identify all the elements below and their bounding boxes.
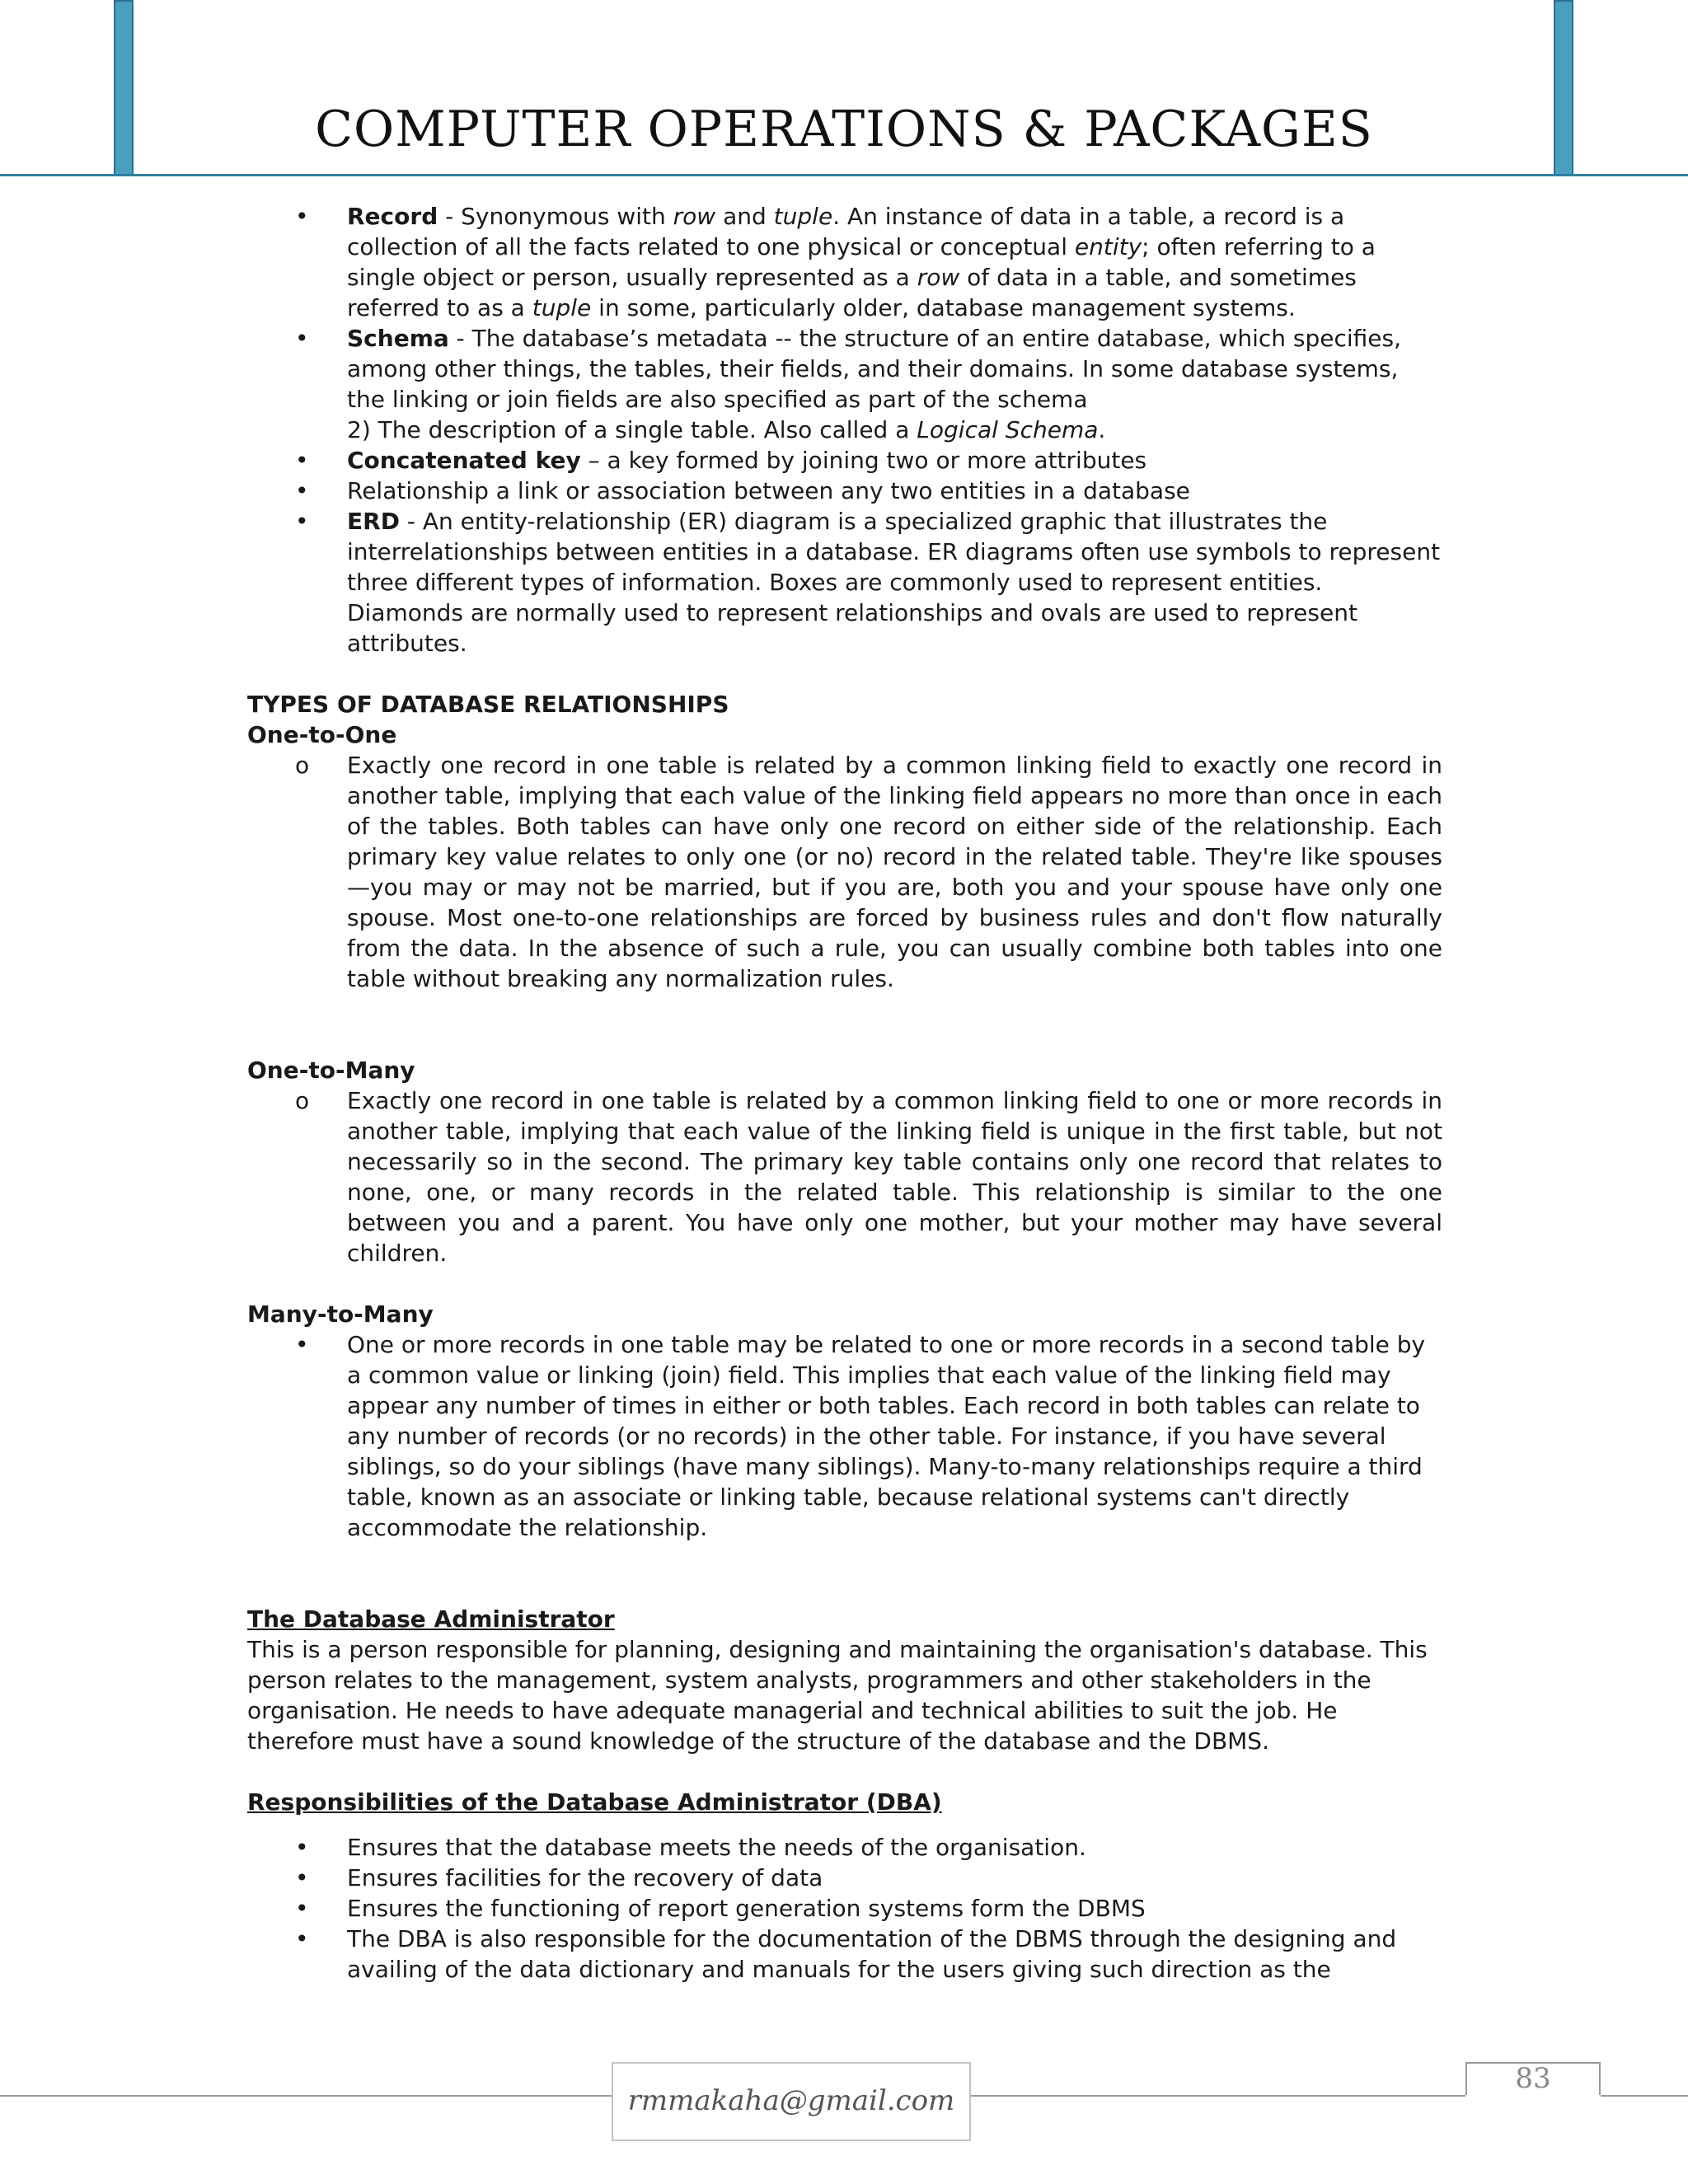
many-to-many-text: One or more records in one table may be related to one or more records in a second table by a common value or linking (join) field. This implies that each value of the linking field may appear any number of times in either or both tables. Each record in both tables can relate to any number of records (or no records) in the other table. For instance, if you have several siblings, so do your siblings (have many siblings). Many-to-many relationships require a third table, known as an associate or linking table, because relational systems can't directly accommodate the relationship.	[347, 1331, 1426, 1541]
definition-term: Concatenated key	[347, 447, 581, 474]
one-to-one-heading: One-to-One	[247, 721, 397, 748]
footer-email: rmmakaha@gmail.com	[612, 2062, 971, 2141]
definition-item: • Relationship a link or association between any two entities in a database	[295, 477, 1190, 504]
one-to-one-list	[247, 750, 1442, 994]
page-header-title: COMPUTER OPERATIONS & PACKAGES	[315, 101, 1373, 158]
responsibility-item	[247, 1893, 1442, 1924]
bullet-icon: •	[295, 447, 309, 474]
many-to-many-list	[247, 1329, 1442, 1543]
footer-rule	[1601, 2095, 1688, 2097]
one-to-many-heading: One-to-Many	[247, 1057, 415, 1084]
definition-item: • Record - Synonymous with row and tuple. An instance of data in a table, a record is a collection of all the facts related to one physical or conceptual entity; often referring to a single object or person, usually represented as a row of data in a table, and sometimes referred to as a tuple in some, particularly older, database management systems.	[295, 203, 1376, 321]
footer-rule	[971, 2095, 1465, 2097]
bullet-icon: •	[295, 477, 309, 504]
list-marker: •	[295, 1331, 309, 1358]
definition-term: ERD	[347, 508, 400, 535]
one-to-many-text: Exactly one record in one table is related by a common linking field to one or more records in another table, implying that each value of the linking field is unique in the first table, but not necessarily so in the second. The primary key table contains only one record that relates to none, one, or many records in the related table. This relationship is similar to the one between you and a parent. You have only one mother, but your mother may have several children.	[347, 1087, 1442, 1267]
footer-rule	[0, 2095, 612, 2097]
responsibility-text: The DBA is also responsible for the documentation of the DBMS through the designing and availing of the data dictionary and manuals for the users giving such direction as the	[347, 1925, 1397, 1983]
one-to-many-list	[247, 1085, 1442, 1268]
definition-item: • Concatenated key – a key formed by joining two or more attributes	[295, 447, 1147, 474]
page-content	[247, 201, 1442, 1985]
list-item	[247, 1329, 1442, 1543]
responsibility-text: Ensures facilities for the recovery of data	[347, 1864, 823, 1891]
many-to-many-heading: Many-to-Many	[247, 1301, 434, 1328]
bullet-icon: •	[295, 325, 309, 352]
list-item	[247, 750, 1442, 994]
header-rule	[0, 174, 1688, 176]
bullet-icon: •	[295, 1834, 309, 1861]
dba-text: This is a person responsible for planning, designing and maintaining the organisation's database. This person relates to the management, system analysts, programmers and other stakeholders in the organisation. He needs to have adequate managerial and technical abilities to suit the job. He therefore must have a sound knowledge of the structure of the database and the DBMS.	[247, 1636, 1428, 1755]
definition-term: Record	[347, 203, 438, 230]
responsibilities-heading: Responsibilities of the Database Administrator (DBA)	[247, 1788, 942, 1816]
list-marker: o	[295, 1087, 310, 1114]
page-number: 83	[1465, 2062, 1601, 2095]
bullet-icon: •	[295, 1925, 309, 1952]
one-to-one-text: Exactly one record in one table is related by a common linking field to exactly one record in another table, implying that each value of the linking field appears no more than once in each of the tables. Both tables can have only one record on either side of the relationship. Each primary key value relates to only one (or no) record in the related table. They're like spouses—you may or may not be married, but if you are, both you and your spouse have only one spouse. Most one-to-one relationships are forced by business rules and don't flow naturally from the data. In the absence of such a rule, you can usually combine both tables into one table without breaking any normalization rules.	[347, 752, 1442, 992]
responsibility-item	[247, 1863, 1442, 1893]
bullet-icon: •	[295, 1895, 309, 1922]
dba-heading: The Database Administrator	[247, 1605, 615, 1633]
responsibility-item	[247, 1924, 1442, 1985]
responsibility-text: Ensures that the database meets the needs of the organisation.	[347, 1834, 1086, 1861]
bullet-icon: •	[295, 203, 309, 230]
list-item	[247, 1085, 1442, 1268]
bullet-icon: •	[295, 1864, 309, 1891]
definition-item: • ERD - An entity-relationship (ER) diagram is a specialized graphic that illustrates the interrelationships between entities in a database. ER diagrams often use symbols to represent three different types of information. Boxes are commonly used to represent entities. Diamonds are normally used to represent relationships and ovals are used to represent attributes.	[295, 508, 1441, 657]
responsibility-item	[247, 1832, 1442, 1863]
list-marker: o	[295, 752, 310, 779]
responsibilities-list	[247, 1832, 1442, 1985]
responsibility-text: Ensures the functioning of report generation systems form the DBMS	[347, 1895, 1146, 1922]
types-heading: TYPES OF DATABASE RELATIONSHIPS	[247, 691, 729, 718]
definition-item: • Schema - The database’s metadata -- the structure of an entire database, which specifies, among other things, the tables, their fields, and their domains. In some database systems, the linking or join fields are also specified as part of the schema 2) The description of a single table. Also called a Logical Schema.	[295, 325, 1402, 443]
definitions-list	[247, 201, 1442, 658]
bullet-icon: •	[295, 508, 309, 535]
definition-term: Schema	[347, 325, 449, 352]
